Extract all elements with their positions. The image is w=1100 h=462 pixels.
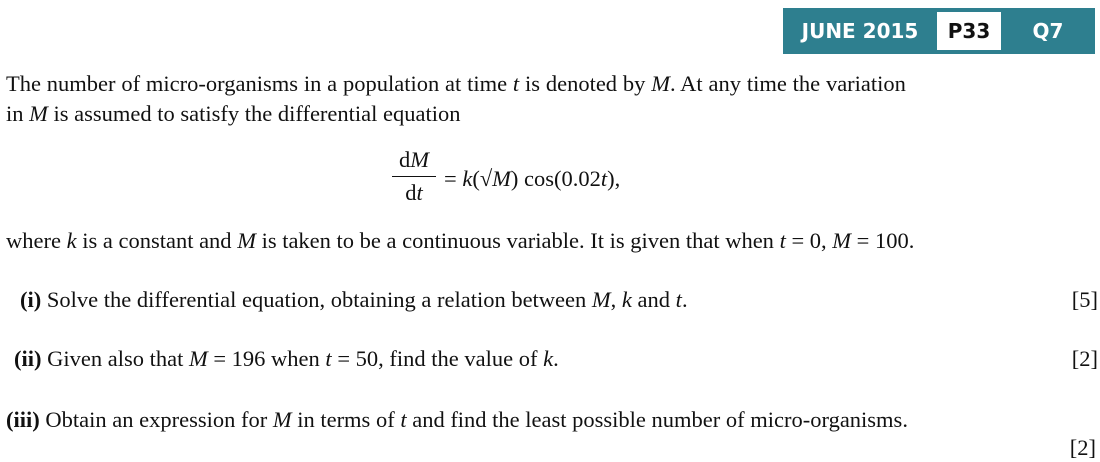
part-iii [6, 407, 1098, 433]
part-number: (i) [20, 287, 42, 312]
intro-line-2: in M is assumed to satisfy the differential equation [6, 101, 461, 126]
part-text: Obtain an expression for M in terms of t and find the least possible number of micro-organisms. [45, 407, 908, 432]
badge-session: JUNE 2015 [801, 19, 919, 43]
part-marks: [5] [1071, 287, 1098, 312]
question-badge [783, 8, 1095, 54]
part-marks: [2] [1069, 435, 1096, 460]
part-i [6, 287, 1098, 313]
fraction-denominator: dt [405, 180, 423, 206]
part-text: Given also that M = 196 when t = 50, find the value of k. [47, 346, 559, 371]
derivative-fraction [392, 147, 436, 206]
fraction-numerator: dM [399, 147, 429, 172]
fraction-bar [392, 176, 436, 177]
part-ii [6, 346, 1098, 372]
badge-question: Q7 [1032, 19, 1064, 43]
equation-rhs: = k(√M) cos(0.02t), [444, 166, 621, 191]
condition-text: where k is a constant and M is taken to be a continuous variable. It is given that when t = 0, M = 100. [6, 228, 915, 253]
part-number: (ii) [14, 346, 42, 371]
part-number: (iii) [6, 407, 40, 432]
part-text: Solve the differential equation, obtaining a relation between M, k and t. [46, 287, 688, 312]
part-marks: [2] [1071, 346, 1098, 371]
intro-line-1: The number of micro-organisms in a population at time t is denoted by M. At any time the variation [6, 71, 906, 96]
badge-paper: P33 [937, 12, 1001, 50]
